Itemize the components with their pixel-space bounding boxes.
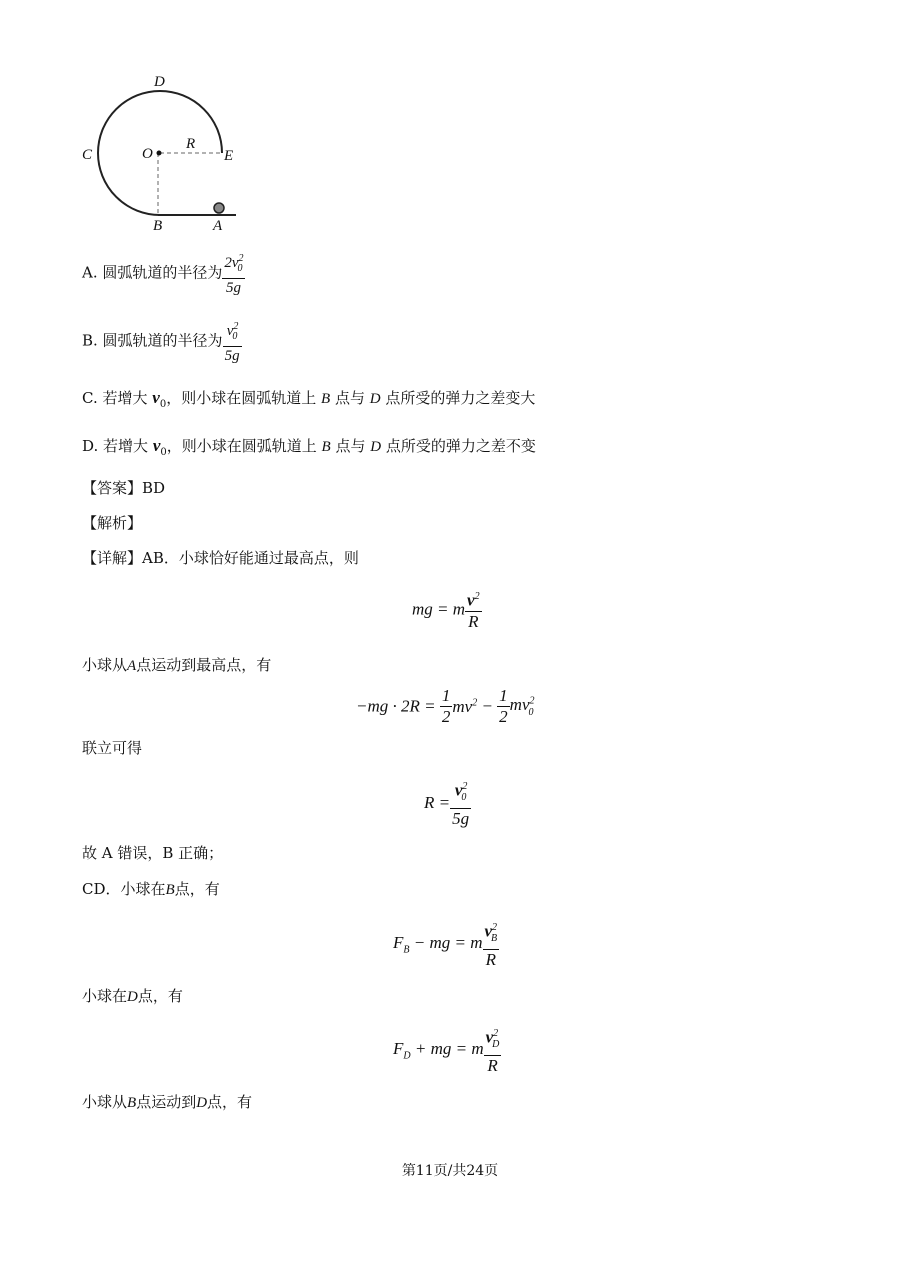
equation-3: R = $\frac{v^2_0}{5g}$ [424, 777, 471, 829]
page-footer: 第11页/共24页 [401, 1163, 499, 1179]
label-b: B [153, 218, 163, 234]
text-2: 小球从A点运动到最高点，有 [82, 656, 272, 674]
text-4: 故 A 错误，B 正确； [82, 844, 224, 862]
label-r: R [186, 136, 196, 152]
answer: 【答案】BD [82, 479, 166, 497]
equation-5: $F_D$ + mg = m $\frac{v^2_D}{R}$ [393, 1024, 501, 1076]
equation-1: mg = m $\frac{v^2}{R}$ [412, 587, 482, 632]
text-5: CD．小球在B点，有 [82, 880, 220, 898]
option-d: D. 若增大 $v_0$，则小球在圆弧轨道上 B 点与 D 点所受的弹力之差不变 [82, 436, 536, 458]
option-c: C. 若增大 $v_0$，则小球在圆弧轨道上 B 点与 D 点所受的弹力之差变大 [82, 388, 536, 410]
center-point [157, 151, 162, 156]
equation-2: −mg · 2R = $\frac{1}{2}$ $mv^2$ − $\frac{1}{2}$ $mv^2_0$ [356, 686, 535, 726]
text-6: 小球在D点，有 [82, 987, 183, 1005]
label-d: D [154, 74, 165, 90]
label-a: A [213, 218, 223, 234]
option-a: A. 圆弧轨道的半径为 $\frac{2v^2_0}{5g}$ [82, 250, 245, 297]
text-3: 联立可得 [82, 739, 143, 757]
ball-icon [214, 203, 224, 213]
label-o: O [142, 146, 153, 162]
label-c: C [82, 147, 93, 163]
label-e: E [224, 148, 234, 164]
detail-intro: 【详解】AB．小球恰好能通过最高点，则 [82, 549, 359, 567]
analysis-heading: 【解析】 [82, 514, 143, 532]
option-b: B. 圆弧轨道的半径为 $\frac{v^2_0}{5g}$ [82, 318, 242, 365]
text-7: 小球从B点运动到D点，有 [82, 1093, 253, 1111]
equation-4: $F_B$ − mg = m $\frac{v^2_B}{R}$ [393, 918, 499, 970]
track-diagram [70, 66, 250, 236]
